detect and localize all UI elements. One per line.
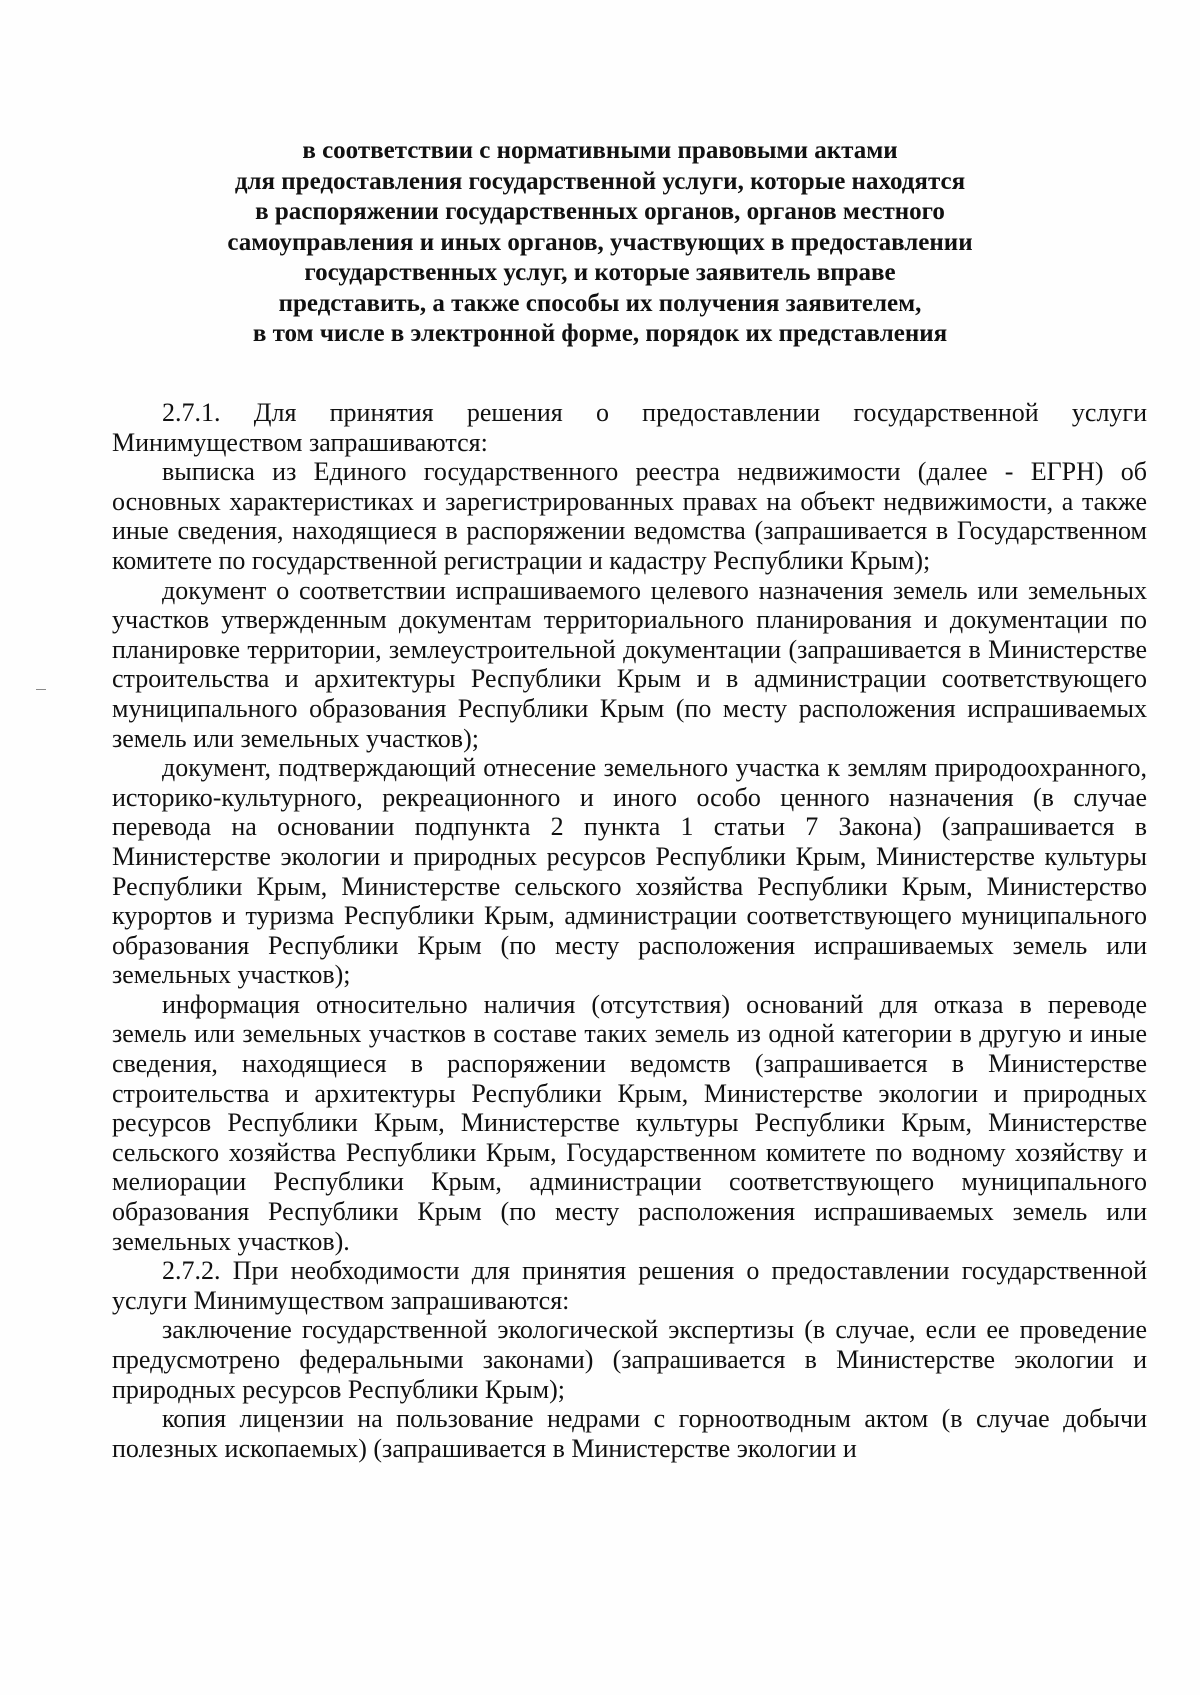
clause-2-7-2-intro: 2.7.2. При необходимости для принятия решения о предоставлении государственной услуги Минимуществом запрашиваются:	[112, 1256, 1147, 1315]
heading-line: в распоряжении государственных органов, органов местного	[255, 198, 945, 225]
document-body	[112, 398, 1147, 1463]
paragraph-ecological-expertise: заключение государственной экологической экспертизы (в случае, если ее проведение предусмотрено федеральными законами) (запрашивается в Министерстве экологии и природных ресурсов Республики Крым);	[112, 1315, 1147, 1404]
paragraph-land-category-document: документ, подтверждающий отнесение земельного участка к землям природоохранного, историко-культурного, рекреационного и иного особо ценного назначения (в случае перевода на основании подпункта 2 пункта 1 статьи 7 Закона) (запрашивается в Министерстве экологии и природных ресурсов Республики Крым, Министерстве культуры Республики Крым, Министерстве сельского хозяйства Республики Крым, Министерство курортов и туризма Республики Крым, администрации соответствующего муниципального образования Республики Крым (по месту расположения испрашиваемых земель или земельных участков);	[112, 753, 1147, 990]
section-heading	[160, 136, 1040, 350]
heading-line: в соответствии с нормативными правовыми актами	[302, 137, 898, 164]
paragraph-egrn-extract: выписка из Единого государственного реестра недвижимости (далее - ЕГРН) об основных характеристиках и зарегистрированных правах на объект недвижимости, а также иные сведения, находящиеся в распоряжении ведомства (запрашивается в Государственном комитете по государственной регистрации и кадастру Республики Крым);	[112, 457, 1147, 575]
heading-line: для предоставления государственной услуги, которые находятся	[234, 167, 966, 195]
heading-line: представить, а также способы их получения заявителем,	[278, 289, 922, 317]
paragraph-purpose-document: документ о соответствии испрашиваемого целевого назначения земель или земельных участков утвержденным документам территориального планирования и документации по планировке территории, землеустроительной документации (запрашивается в Министерстве строительства и архитектуры Республики Крым и в администрации соответствующего муниципального образования Республики Крым (по месту расположения испрашиваемых земель или земельных участков);	[112, 575, 1147, 753]
heading-line: самоуправления и иных органов, участвующих в предоставлении	[227, 228, 973, 256]
paragraph-subsoil-license: копия лицензии на пользование недрами с горноотводным актом (в случае добычи полезных ископаемых) (запрашивается в Министерстве экологии и	[112, 1404, 1147, 1463]
heading-line: государственных услуг, и которые заявитель вправе	[304, 259, 896, 286]
clause-2-7-1-intro: 2.7.1. Для принятия решения о предоставлении государственной услуги Минимуществом запрашиваются:	[112, 398, 1147, 457]
paragraph-refusal-grounds-info: информация относительно наличия (отсутствия) оснований для отказа в переводе земель или земельных участков в составе таких земель из одной категории в другую и иные сведения, находящиеся в распоряжении ведомств (запрашивается в Министерстве строительства и архитектуры Республики Крым, Министерстве экологии и природных ресурсов Республики Крым, Министерстве культуры Республики Крым, Министерстве сельского хозяйства Республики Крым, Государственном комитете по водному хозяйству и мелиорации Республики Крым, администрации соответствующего муниципального образования Республики Крым (по месту расположения испрашиваемых земель или земельных участков).	[112, 989, 1147, 1256]
scan-margin-mark	[36, 689, 46, 690]
heading-line: в том числе в электронной форме, порядок их представления	[252, 320, 948, 347]
